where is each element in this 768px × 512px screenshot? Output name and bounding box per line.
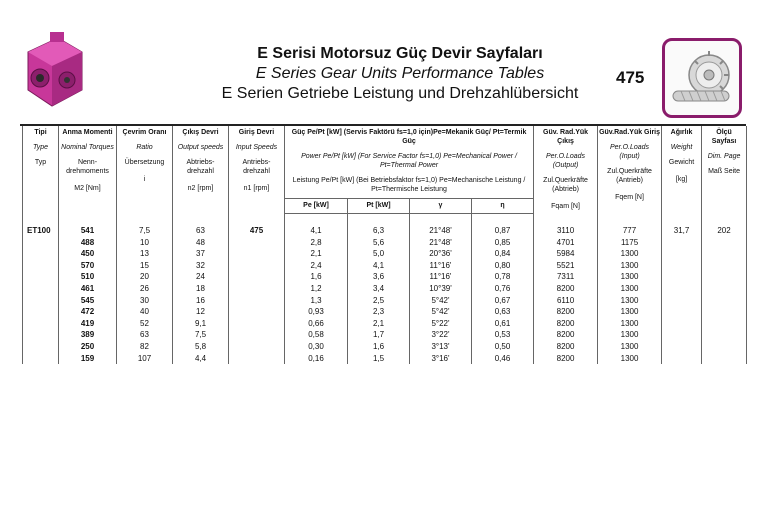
cell-eta: 0,78	[472, 271, 534, 283]
cell-output-speed: 32	[173, 260, 229, 272]
table-row	[23, 329, 747, 341]
cell-pe: 1,3	[285, 295, 348, 307]
cell-nominal-torque: 450	[59, 248, 117, 260]
table-row	[23, 260, 747, 272]
cell-input-speed	[229, 318, 285, 330]
col-output-speed: Çıkış Devri Output speeds Abtriebs-drehzahl n2 [rpm]	[173, 126, 229, 213]
table-row	[23, 271, 747, 283]
cell-type	[23, 237, 59, 249]
cell-output-speed: 16	[173, 295, 229, 307]
cell-output-radial-load: 6110	[534, 295, 598, 307]
col-pt: Pt [kW]	[348, 199, 410, 213]
performance-table	[22, 126, 747, 364]
cell-pt: 1,5	[348, 353, 410, 365]
page-header	[20, 30, 746, 122]
cell-output-speed: 18	[173, 283, 229, 295]
cell-output-speed: 5,8	[173, 341, 229, 353]
cell-output-speed: 48	[173, 237, 229, 249]
col-weight: Ağırlık Weight Gewicht [kg]	[662, 126, 702, 213]
cell-input-speed	[229, 283, 285, 295]
cell-weight	[662, 295, 702, 307]
table-header	[23, 126, 747, 213]
cell-output-radial-load: 8200	[534, 341, 598, 353]
cell-dim-page	[702, 318, 747, 330]
col-ratio: Çevrim Oranı Ratio Übersetzung i	[117, 126, 173, 213]
cell-ratio: 107	[117, 353, 173, 365]
cell-input-speed	[229, 248, 285, 260]
cell-ratio: 63	[117, 329, 173, 341]
cell-weight	[662, 248, 702, 260]
cell-nominal-torque: 472	[59, 306, 117, 318]
title-block	[180, 44, 620, 104]
cell-output-radial-load: 3110	[534, 225, 598, 237]
table-row	[23, 283, 747, 295]
cell-input-speed	[229, 237, 285, 249]
cell-pe: 4,1	[285, 225, 348, 237]
cell-eta: 0,46	[472, 353, 534, 365]
cell-output-radial-load: 8200	[534, 283, 598, 295]
table-row	[23, 353, 747, 365]
cell-ratio: 15	[117, 260, 173, 272]
title-turkish: E Serisi Motorsuz Güç Devir Sayfaları	[257, 45, 543, 62]
cell-pt: 1,6	[348, 341, 410, 353]
cell-dim-page	[702, 237, 747, 249]
cell-eta: 0,85	[472, 237, 534, 249]
cell-output-speed: 37	[173, 248, 229, 260]
cell-dim-page	[702, 248, 747, 260]
cell-eta: 0,53	[472, 329, 534, 341]
cell-output-speed: 24	[173, 271, 229, 283]
cell-weight: 31,7	[662, 225, 702, 237]
cell-nominal-torque: 159	[59, 353, 117, 365]
gearbox-image	[20, 30, 90, 112]
table-body	[23, 213, 747, 364]
table-row	[23, 341, 747, 353]
cell-output-speed: 63	[173, 225, 229, 237]
cell-type: ET100	[23, 225, 59, 237]
cell-input-speed	[229, 341, 285, 353]
cell-eta: 0,76	[472, 283, 534, 295]
cell-input-radial-load: 1300	[598, 260, 662, 272]
col-pe: Pe [kW]	[285, 199, 348, 213]
title-english: E Series Gear Units Performance Tables	[255, 65, 545, 82]
worm-gear-icon	[662, 38, 742, 118]
cell-nominal-torque: 389	[59, 329, 117, 341]
cell-dim-page	[702, 341, 747, 353]
cell-eta: 0,61	[472, 318, 534, 330]
table-row	[23, 225, 747, 237]
col-gamma: γ	[410, 199, 472, 213]
cell-gamma: 21°48'	[410, 225, 472, 237]
cell-gamma: 11°16'	[410, 260, 472, 272]
cell-gamma: 11°16'	[410, 271, 472, 283]
cell-input-radial-load: 777	[598, 225, 662, 237]
cell-pe: 2,1	[285, 248, 348, 260]
cell-input-speed	[229, 295, 285, 307]
col-nominal-torque: Anma Momenti Nominal Torques Nenn-drehmoments M2 [Nm]	[59, 126, 117, 213]
cell-nominal-torque: 419	[59, 318, 117, 330]
page-number: 475	[616, 68, 645, 87]
cell-dim-page	[702, 295, 747, 307]
cell-gamma: 5°22'	[410, 318, 472, 330]
cell-input-radial-load: 1300	[598, 295, 662, 307]
cell-gamma: 21°48'	[410, 237, 472, 249]
cell-output-speed: 9,1	[173, 318, 229, 330]
cell-nominal-torque: 570	[59, 260, 117, 272]
cell-eta: 0,63	[472, 306, 534, 318]
cell-gamma: 5°42'	[410, 306, 472, 318]
cell-type	[23, 353, 59, 365]
cell-gamma: 3°16'	[410, 353, 472, 365]
cell-pe: 2,8	[285, 237, 348, 249]
cell-type	[23, 306, 59, 318]
cell-weight	[662, 318, 702, 330]
cell-input-speed	[229, 329, 285, 341]
cell-type	[23, 318, 59, 330]
cell-dim-page	[702, 271, 747, 283]
table-row	[23, 306, 747, 318]
cell-nominal-torque: 250	[59, 341, 117, 353]
cell-ratio: 20	[117, 271, 173, 283]
cell-input-radial-load: 1300	[598, 353, 662, 365]
cell-pe: 0,30	[285, 341, 348, 353]
col-input-radial-load: Güv.Rad.Yük Giriş Per.O.Loads (Input) Zul.Querkräfte (Antrieb) Fqem [N]	[598, 126, 662, 213]
cell-input-speed	[229, 271, 285, 283]
col-group-power: Güç Pe/Pt [kW] (Servis Faktörü fs=1,0 için)Pe=Mekanik Güç/ Pt=Termik Güç Power Pe/Pt [kW] (For Service Factor fs=1,0) Pe=Mechanical Power / Pt=Thermal Power Leistung Pe/Pt [kW] (Bei Betriebsfaktor fs=1,0) Pe=Mechanische Leistung / Pt=Thermische Leistung	[285, 126, 534, 199]
col-output-radial-load: Güv. Rad.Yük Çıkış Per.O.Loads (Output) Zul.Querkräfte (Abtrieb) Fqam [N]	[534, 126, 598, 213]
spacer-row	[23, 213, 747, 225]
cell-type	[23, 295, 59, 307]
title-german: E Serien Getriebe Leistung und Drehzahlübersicht	[221, 85, 579, 102]
cell-dim-page	[702, 283, 747, 295]
cell-ratio: 30	[117, 295, 173, 307]
cell-output-radial-load: 4701	[534, 237, 598, 249]
cell-eta: 0,67	[472, 295, 534, 307]
cell-pt: 5,0	[348, 248, 410, 260]
cell-weight	[662, 353, 702, 365]
cell-input-radial-load: 1300	[598, 283, 662, 295]
cell-pe: 0,93	[285, 306, 348, 318]
cell-dim-page	[702, 353, 747, 365]
table-row	[23, 248, 747, 260]
cell-eta: 0,50	[472, 341, 534, 353]
cell-input-radial-load: 1300	[598, 341, 662, 353]
table-row	[23, 318, 747, 330]
cell-ratio: 13	[117, 248, 173, 260]
cell-weight	[662, 260, 702, 272]
cell-pt: 3,4	[348, 283, 410, 295]
cell-pt: 5,6	[348, 237, 410, 249]
cell-output-speed: 4,4	[173, 353, 229, 365]
cell-ratio: 7,5	[117, 225, 173, 237]
cell-pt: 6,3	[348, 225, 410, 237]
cell-type	[23, 260, 59, 272]
cell-output-radial-load: 8200	[534, 353, 598, 365]
cell-ratio: 82	[117, 341, 173, 353]
cell-input-radial-load: 1300	[598, 318, 662, 330]
cell-weight	[662, 306, 702, 318]
cell-pt: 1,7	[348, 329, 410, 341]
cell-pe: 1,2	[285, 283, 348, 295]
cell-input-speed	[229, 260, 285, 272]
cell-input-radial-load: 1300	[598, 248, 662, 260]
cell-input-radial-load: 1300	[598, 306, 662, 318]
cell-dim-page	[702, 306, 747, 318]
cell-pe: 2,4	[285, 260, 348, 272]
col-type: Tipi Type Typ	[23, 126, 59, 213]
col-eta: η	[472, 199, 534, 213]
cell-type	[23, 248, 59, 260]
cell-pe: 0,58	[285, 329, 348, 341]
cell-weight	[662, 283, 702, 295]
cell-input-speed	[229, 306, 285, 318]
cell-eta: 0,87	[472, 225, 534, 237]
cell-gamma: 3°22'	[410, 329, 472, 341]
cell-ratio: 40	[117, 306, 173, 318]
cell-input-radial-load: 1300	[598, 271, 662, 283]
cell-nominal-torque: 510	[59, 271, 117, 283]
cell-pt: 3,6	[348, 271, 410, 283]
cell-nominal-torque: 461	[59, 283, 117, 295]
col-input-speed: Giriş Devri Input Speeds Antriebs-drehzahl n1 [rpm]	[229, 126, 285, 213]
cell-nominal-torque: 545	[59, 295, 117, 307]
cell-pt: 2,5	[348, 295, 410, 307]
cell-output-speed: 12	[173, 306, 229, 318]
cell-output-radial-load: 5521	[534, 260, 598, 272]
cell-ratio: 10	[117, 237, 173, 249]
cell-nominal-torque: 541	[59, 225, 117, 237]
cell-gamma: 5°42'	[410, 295, 472, 307]
cell-weight	[662, 237, 702, 249]
cell-pt: 2,3	[348, 306, 410, 318]
cell-dim-page: 202	[702, 225, 747, 237]
cell-gamma: 10°39'	[410, 283, 472, 295]
cell-output-radial-load: 7311	[534, 271, 598, 283]
cell-type	[23, 283, 59, 295]
cell-weight	[662, 329, 702, 341]
cell-dim-page	[702, 260, 747, 272]
cell-input-radial-load: 1175	[598, 237, 662, 249]
cell-type	[23, 329, 59, 341]
cell-output-radial-load: 8200	[534, 306, 598, 318]
cell-input-speed	[229, 353, 285, 365]
cell-ratio: 52	[117, 318, 173, 330]
cell-pe: 0,66	[285, 318, 348, 330]
cell-gamma: 3°13'	[410, 341, 472, 353]
cell-pt: 2,1	[348, 318, 410, 330]
cell-pt: 4,1	[348, 260, 410, 272]
cell-type	[23, 271, 59, 283]
cell-type	[23, 341, 59, 353]
cell-input-speed: 475	[229, 225, 285, 237]
cell-ratio: 26	[117, 283, 173, 295]
cell-output-speed: 7,5	[173, 329, 229, 341]
cell-output-radial-load: 8200	[534, 329, 598, 341]
cell-gamma: 20°36'	[410, 248, 472, 260]
table-row	[23, 237, 747, 249]
cell-output-radial-load: 5984	[534, 248, 598, 260]
table-row	[23, 295, 747, 307]
cell-input-radial-load: 1300	[598, 329, 662, 341]
cell-pe: 0,16	[285, 353, 348, 365]
col-dim-page: Ölçü Sayfası Dim. Page Maß Seite	[702, 126, 747, 213]
cell-eta: 0,84	[472, 248, 534, 260]
cell-weight	[662, 341, 702, 353]
cell-eta: 0,80	[472, 260, 534, 272]
cell-dim-page	[702, 329, 747, 341]
cell-nominal-torque: 488	[59, 237, 117, 249]
cell-output-radial-load: 8200	[534, 318, 598, 330]
cell-weight	[662, 271, 702, 283]
cell-pe: 1,6	[285, 271, 348, 283]
